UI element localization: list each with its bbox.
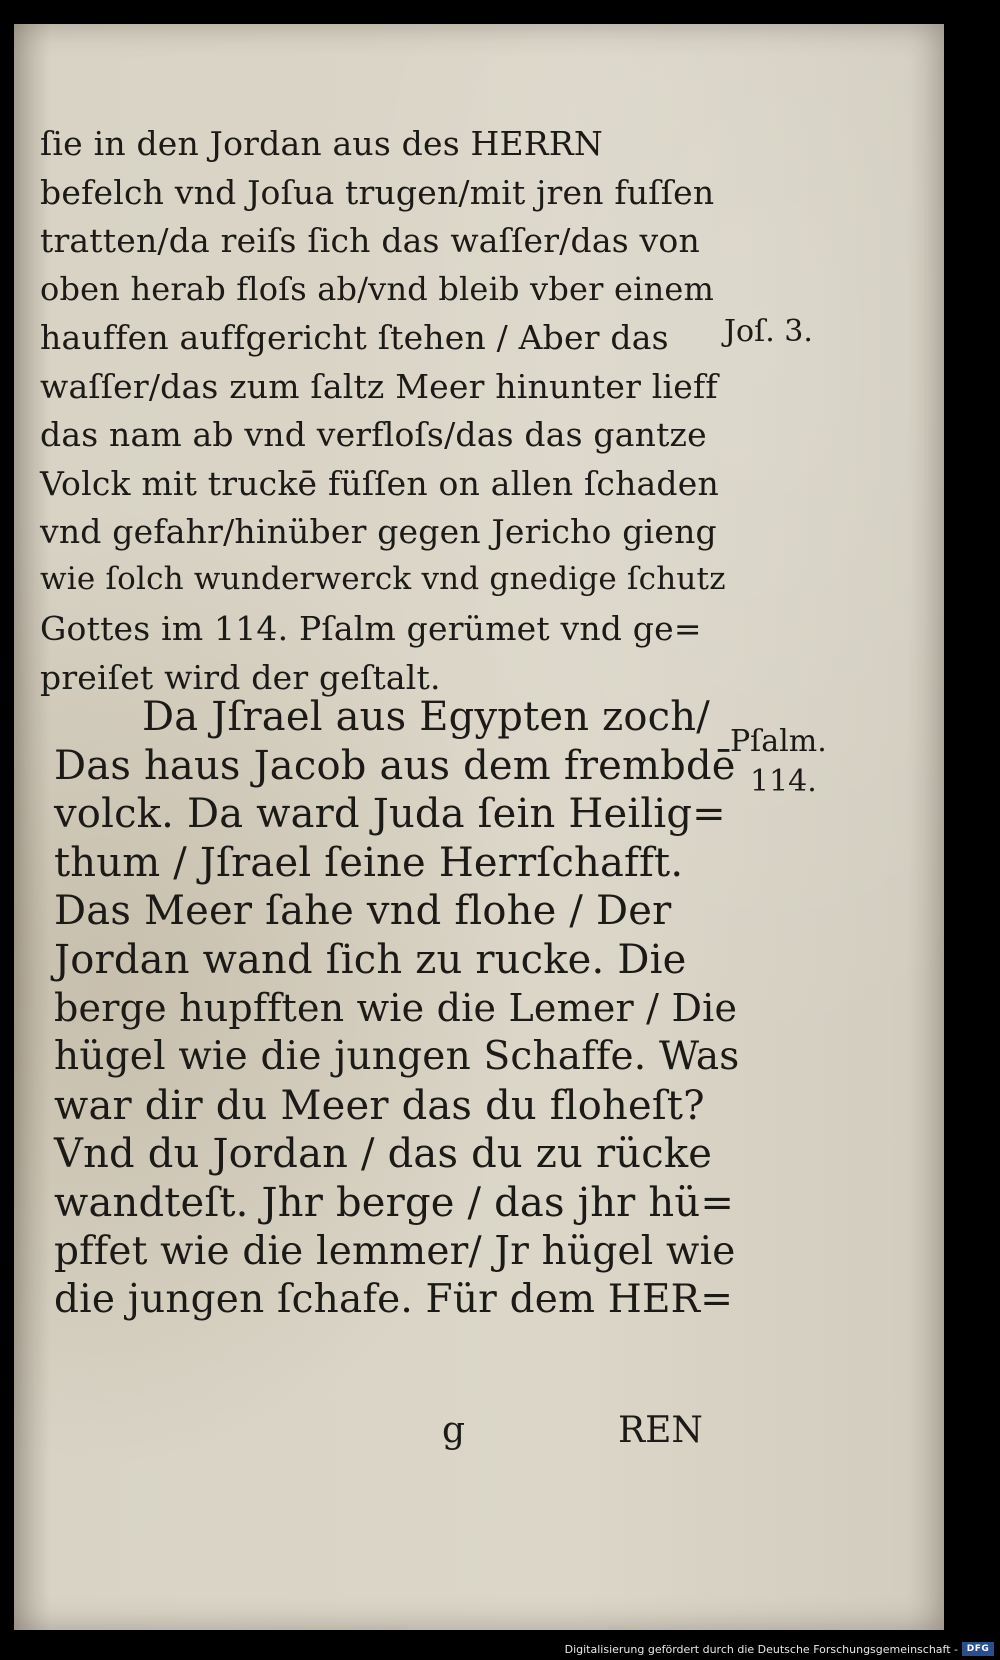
paragraph-1-line: vnd gefahr/hinüber gegen Jericho gieng xyxy=(40,512,717,551)
paragraph-1-line: befelch vnd Joſua trugen/mit jren fuſſen xyxy=(40,172,715,212)
paragraph-2-line: hügel wie die jungen Schaffe. Was xyxy=(54,1034,740,1080)
paragraph-2-line: die jungen ſchafe. Für dem HER= xyxy=(54,1277,734,1323)
margin-note-psalm: Pſalm. xyxy=(730,724,827,759)
signature-mark: g xyxy=(442,1410,466,1451)
paragraph-1-line: ſie in den Jordan aus des HERRN xyxy=(40,124,603,163)
paragraph-2-line: Da Jſrael aus Egypten zoch/ xyxy=(142,694,710,740)
paragraph-1-line: wie ſolch wunderwerck vnd gnedige ſchutz xyxy=(40,560,726,597)
dfg-logo: DFG xyxy=(962,1642,994,1656)
book-page xyxy=(14,24,944,1630)
paragraph-1-line: Gottes im 114. Pſalm gerümet vnd ge= xyxy=(40,609,702,648)
paragraph-1-line: oben herab floſs ab/vnd bleib vber einem xyxy=(40,269,715,308)
paragraph-2-line: wandteſt. Jhr berge / das jhr hü= xyxy=(54,1180,735,1226)
paragraph-2-line: Das Meer ſahe vnd flohe / Der xyxy=(54,888,672,935)
margin-note-psalm-number: 114. xyxy=(750,764,817,799)
paragraph-1-line: tratten/da reiſs ſich das waſſer/das von xyxy=(40,221,700,260)
paragraph-2-line: war dir du Meer das du floheſt? xyxy=(54,1082,705,1129)
paragraph-2-line: volck. Da ward Juda ſein Heilig= xyxy=(54,791,726,838)
paragraph-2-line: thum / Jſrael ſeine Herrſchafft. xyxy=(54,839,684,886)
paragraph-2-line: Vnd du Jordan / das du zu rücke xyxy=(54,1131,713,1178)
paragraph-1-line: hauffen auffgericht ſtehen / Aber das xyxy=(40,318,669,357)
paragraph-1-line: das nam ab vnd verfloſs/das das gantze xyxy=(40,415,707,454)
paragraph-1-line: preiſet wird der geſtalt. xyxy=(40,657,441,697)
paragraph-1-line: waſſer/das zum ſaltz Meer hinunter lieff xyxy=(40,366,718,406)
paragraph-2-line: Das haus Jacob aus dem frembdē xyxy=(54,742,736,789)
catchword: REN xyxy=(618,1410,703,1451)
paragraph-2-line: pffet wie die lemmer/ Jr hügel wie xyxy=(54,1228,736,1274)
paragraph-2-line: berge hupfften wie die Lemer / Die xyxy=(54,985,738,1030)
paragraph-2-line: Jordan wand ſich zu rucke. Die xyxy=(54,937,687,983)
digitization-credit: Digitalisierung gefördert durch die Deutsche Forschungsgemeinschaft - xyxy=(564,1643,958,1656)
margin-note-jos: Joſ. 3. xyxy=(724,314,813,349)
paragraph-1-line: Volck mit truckē füſſen on allen ſchaden xyxy=(40,463,719,503)
